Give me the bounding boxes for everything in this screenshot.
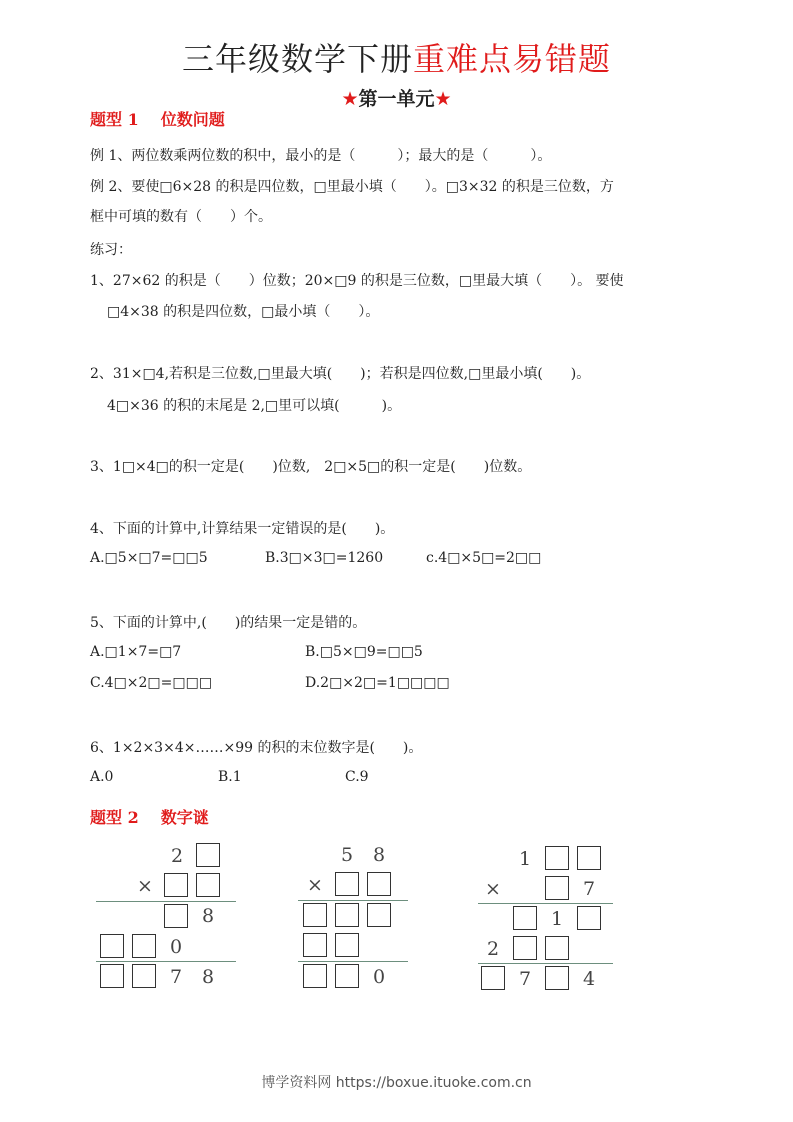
q5-option-b: B.□5×□9=□□5: [305, 644, 423, 660]
example-2: 例 2、要使□6×28 的积是四位数，□里最小填（ ）。□3×32 的积是三位数，方: [90, 179, 614, 195]
answer-box[interactable]: [367, 872, 391, 896]
digit: 0: [169, 936, 183, 958]
rule-line: [96, 961, 236, 962]
digit: 1: [550, 908, 564, 930]
section-label: 题型 1: [90, 110, 139, 129]
digit: 8: [201, 905, 215, 927]
question-2: 2、31×□4,若积是三位数,□里最大填( )；若积是四位数,□里最小填( )。: [90, 366, 591, 382]
answer-box[interactable]: [577, 846, 601, 870]
answer-box[interactable]: [132, 964, 156, 988]
q6-option-c: C.9: [345, 769, 369, 785]
digit: 7: [518, 968, 532, 990]
answer-box[interactable]: [545, 846, 569, 870]
question-1-cont: □4×38 的积是四位数，□最小填（ ）。: [107, 304, 380, 320]
q4-option-a: A.□5×□7=□□5: [90, 550, 208, 566]
answer-box[interactable]: [577, 906, 601, 930]
digit: 2: [170, 845, 184, 867]
answer-box[interactable]: [335, 872, 359, 896]
answer-box[interactable]: [335, 933, 359, 957]
example-1: 例 1、两位数乘两位数的积中，最小的是（ ）；最大的是（ ）。: [90, 148, 552, 164]
section-heading-2: [90, 805, 209, 828]
answer-box[interactable]: [367, 903, 391, 927]
q4-option-b: B.3□×3□=1260: [265, 550, 384, 566]
answer-box[interactable]: [481, 966, 505, 990]
answer-box[interactable]: [545, 966, 569, 990]
question-5: 5、下面的计算中,( )的结果一定是错的。: [90, 615, 367, 631]
answer-box[interactable]: [303, 903, 327, 927]
example-2-cont: 框中可填的数有（ ）个。: [90, 209, 272, 225]
answer-box[interactable]: [196, 843, 220, 867]
multiply-sign: ×: [307, 874, 323, 896]
answer-box[interactable]: [335, 903, 359, 927]
title-main: 三年级数学下册: [181, 40, 413, 78]
practice-label: 练习：: [90, 242, 132, 258]
title-highlight: 重难点易错题: [413, 40, 612, 78]
digit: 5: [340, 844, 354, 866]
section-label: 题型 2: [90, 808, 139, 827]
question-6: 6、1×2×3×4×……×99 的积的末位数字是( )。: [90, 740, 423, 756]
question-4: 4、下面的计算中,计算结果一定错误的是( )。: [90, 521, 395, 537]
answer-box[interactable]: [513, 906, 537, 930]
unit-title: 第一单元: [358, 88, 435, 110]
q4-option-c: c.4□×5□=2□□: [426, 550, 542, 566]
answer-box[interactable]: [513, 936, 537, 960]
answer-box[interactable]: [303, 933, 327, 957]
star-icon: ★: [341, 88, 359, 110]
digit: 4: [582, 968, 596, 990]
answer-box[interactable]: [100, 934, 124, 958]
section-name: 数字谜: [160, 808, 209, 827]
multiply-sign: ×: [485, 878, 501, 900]
q6-option-b: B.1: [218, 769, 242, 785]
digit: 8: [201, 966, 215, 988]
answer-box[interactable]: [545, 936, 569, 960]
answer-box[interactable]: [335, 964, 359, 988]
digit: 0: [372, 966, 386, 988]
q5-option-a: A.□1×7=□7: [90, 644, 182, 660]
section-name: 位数问题: [160, 110, 225, 129]
answer-box[interactable]: [164, 904, 188, 928]
page-title: [0, 34, 793, 80]
answer-box[interactable]: [164, 873, 188, 897]
answer-box[interactable]: [132, 934, 156, 958]
multiply-sign: ×: [137, 875, 153, 897]
q5-option-d: D.2□×2□=1□□□□: [305, 675, 450, 691]
digit: 7: [582, 878, 596, 900]
rule-line: [298, 961, 408, 962]
answer-box[interactable]: [545, 876, 569, 900]
rule-line: [298, 900, 408, 901]
answer-box[interactable]: [100, 964, 124, 988]
q6-option-a: A.0: [90, 769, 114, 785]
rule-line: [96, 901, 236, 902]
rule-line: [478, 963, 613, 964]
answer-box[interactable]: [196, 873, 220, 897]
question-2-cont: 4□×36 的积的末尾是 2,□里可以填( )。: [107, 398, 402, 414]
digit: 1: [518, 848, 532, 870]
section-heading-1: [90, 107, 225, 130]
digit: 7: [169, 966, 183, 988]
answer-box[interactable]: [303, 964, 327, 988]
digit: 8: [372, 844, 386, 866]
digit: 2: [486, 938, 500, 960]
rule-line: [478, 903, 613, 904]
q5-option-c: C.4□×2□=□□□: [90, 675, 213, 691]
footer-watermark: 博学资料网 https://boxue.ituoke.com.cn: [261, 1075, 532, 1091]
question-1: 1、27×62 的积是（ ）位数；20×□9 的积是三位数，□里最大填（ ）。 要使: [90, 273, 624, 289]
question-3: 3、1□×4□的积一定是( )位数, 2□×5□的积一定是( )位数。: [90, 459, 532, 475]
star-icon: ★: [434, 88, 452, 110]
